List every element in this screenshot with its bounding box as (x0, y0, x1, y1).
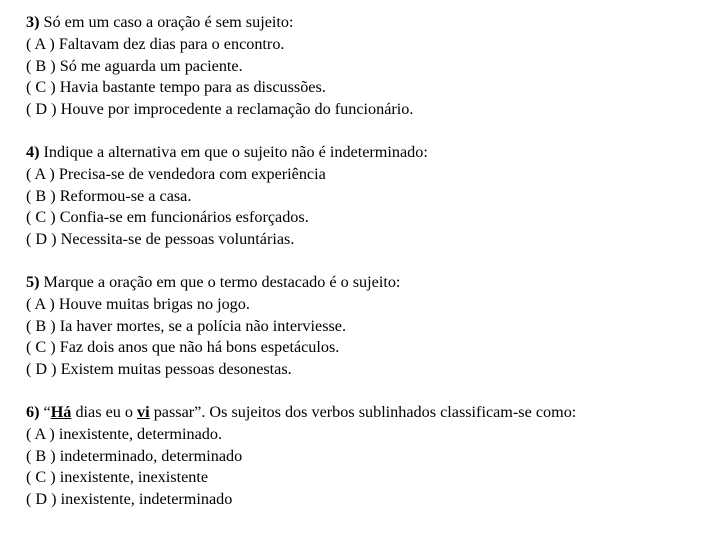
underlined-verb-vi: vi (137, 402, 150, 421)
option-letter: ( B ) (26, 186, 56, 205)
option-letter: ( D ) (26, 360, 57, 379)
option-b (26, 186, 706, 208)
option-text: Confia-se em funcionários esforçados. (59, 208, 309, 227)
option-letter: ( D ) (26, 490, 57, 509)
option-letter: ( C ) (26, 338, 56, 357)
option-b (26, 446, 706, 468)
option-text: Havia bastante tempo para as discussões. (59, 78, 326, 97)
prompt-rest: passar”. Os sujeitos dos verbos sublinhados classificam-se como: (149, 402, 577, 421)
option-text: Houve por improcedente a reclamação do funcionário. (60, 100, 414, 119)
option-letter: ( B ) (26, 56, 56, 75)
option-d (26, 489, 706, 511)
option-text: indeterminado, determinado (59, 446, 243, 465)
question-4 (26, 142, 706, 251)
option-letter: ( A ) (26, 34, 55, 53)
prompt-middle: dias eu o (71, 402, 138, 421)
option-c (26, 207, 706, 229)
question-number: 3) (26, 13, 40, 31)
option-c (26, 337, 706, 359)
option-text: inexistente, indeterminado (60, 490, 233, 509)
question-6 (26, 402, 706, 511)
option-text: Necessita-se de pessoas voluntárias. (60, 230, 295, 249)
option-letter: ( B ) (26, 316, 56, 335)
option-text: Existem muitas pessoas desonestas. (60, 360, 292, 379)
question-prompt (26, 402, 706, 424)
option-a (26, 424, 706, 446)
option-letter: ( C ) (26, 468, 56, 487)
option-letter: ( A ) (26, 424, 55, 443)
option-c (26, 77, 706, 99)
option-letter: ( B ) (26, 446, 56, 465)
option-c (26, 467, 706, 489)
option-text: Ia haver mortes, se a polícia não interviesse. (59, 316, 347, 335)
question-number: 5) (26, 272, 40, 291)
question-prompt (26, 142, 706, 164)
option-d (26, 99, 706, 121)
question-3 (26, 12, 706, 121)
question-5 (26, 272, 706, 381)
question-prompt (26, 272, 706, 294)
question-prompt (26, 12, 706, 34)
option-b (26, 316, 706, 338)
option-text: Precisa-se de vendedora com experiência (58, 164, 326, 183)
exercise-document (26, 12, 706, 532)
option-letter: ( A ) (26, 164, 55, 183)
question-text: Só em um caso a oração é sem sujeito: (43, 13, 294, 31)
option-text: inexistente, inexistente (59, 468, 209, 487)
option-text: Faz dois anos que não há bons espetáculos. (59, 338, 340, 357)
option-b (26, 56, 706, 78)
option-text: inexistente, determinado. (58, 424, 222, 443)
option-a (26, 34, 706, 56)
option-a (26, 164, 706, 186)
option-text: Reformou-se a casa. (59, 186, 192, 205)
question-text: Marque a oração em que o termo destacado é o sujeito: (43, 272, 401, 291)
option-text: Houve muitas brigas no jogo. (58, 294, 250, 313)
question-number: 6) (26, 402, 40, 421)
option-a (26, 294, 706, 316)
question-number: 4) (26, 142, 40, 161)
question-text: Indique a alternativa em que o sujeito não é indeterminado: (43, 142, 428, 161)
open-quote: “ (43, 402, 51, 421)
option-letter: ( A ) (26, 294, 55, 313)
underlined-verb-ha: Há (50, 402, 72, 421)
option-letter: ( D ) (26, 230, 57, 249)
option-text: Só me aguarda um paciente. (59, 56, 243, 75)
option-letter: ( C ) (26, 208, 56, 227)
option-d (26, 359, 706, 381)
option-letter: ( C ) (26, 78, 56, 97)
option-letter: ( D ) (26, 100, 57, 119)
option-d (26, 229, 706, 251)
option-text: Faltavam dez dias para o encontro. (58, 34, 285, 53)
